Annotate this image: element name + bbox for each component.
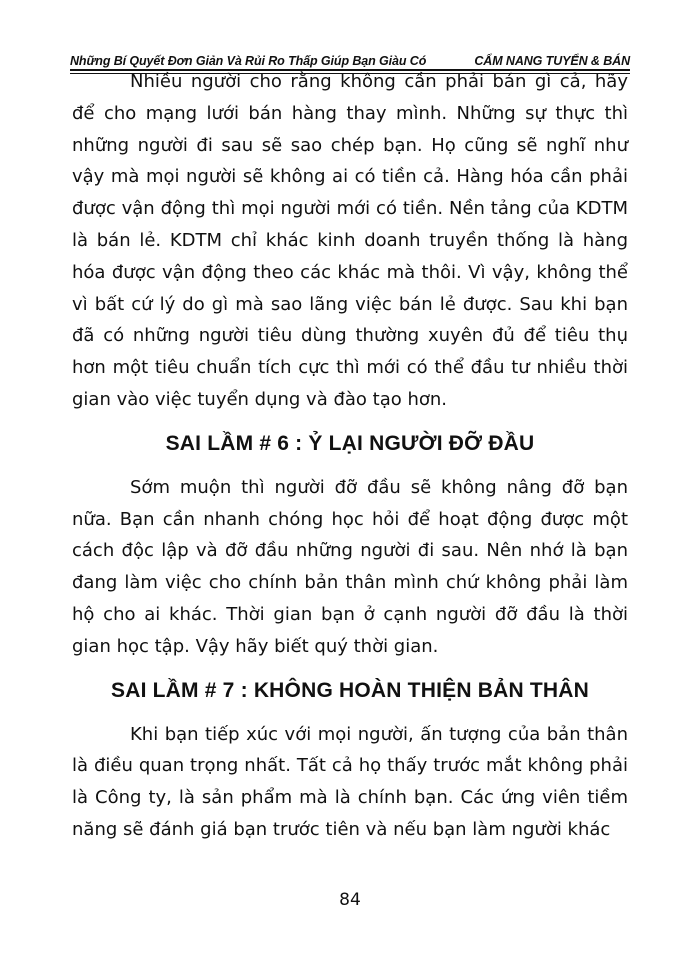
page-body [72,66,628,846]
paragraph: Nhiều người cho rằng không cần phải bán gì cả, hãy để cho mạng lưới bán hàng thay mình. Những sự thực thì những người đi sau sẽ sao chép bạn. Họ cũng sẽ nghĩ như vậy mà mọi người sẽ không ai có tiền cả. Hàng hóa cần phải được vận động thì mọi người mới có tiền. Nền tảng của KDTM là bán lẻ. KDTM chỉ khác kinh doanh truyền thống là hàng hóa được vận động theo các khác mà thôi. Vì vậy, không thể vì bất cứ lý do gì mà sao lãng việc bán lẻ được. Sau khi bạn đã có những người tiêu dùng thường xuyên đủ để tiêu thụ hơn một tiêu chuẩn tích cực thì mới có thể đầu tư nhiều thời gian vào việc tuyển dụng và đào tạo hơn. [72,71,628,410]
running-header [70,46,630,68]
section-heading: SAI LẦM # 6 : Ỷ LẠI NGƯỜI ĐỠ ĐẦU [165,431,535,455]
section-heading: SAI LẦM # 7 : KHÔNG HOÀN THIỆN BẢN THÂN [111,678,589,702]
section-title: CẨM NANG TUYỂN & BÁN [474,54,630,68]
book-title: Những Bí Quyết Đơn Giản Và Rủi Ro Thấp Giúp Bạn Giàu Có [70,54,427,68]
paragraph: Khi bạn tiếp xúc với mọi người, ấn tượng của bản thân là điều quan trọng nhất. Tất cả họ thấy trước mắt không phải là Công ty, là sản phẩm mà là chính bạn. Các ứng viên tiềm năng sẽ đánh giá bạn trước tiên và nếu bạn làm người khác [72,723,628,840]
page-number: 84 [339,890,361,910]
paragraph: Sớm muộn thì người đỡ đầu sẽ không nâng đỡ bạn nữa. Bạn cần nhanh chóng học hỏi để hoạt động được một cách độc lập và đỡ đầu những người đi sau. Nên nhớ là bạn đang làm việc cho chính bản thân mình chứ không phải làm hộ cho ai khác. Thời gian bạn ở cạnh người đỡ đầu là thời gian học tập. Vậy hãy biết quý thời gian. [72,476,628,657]
